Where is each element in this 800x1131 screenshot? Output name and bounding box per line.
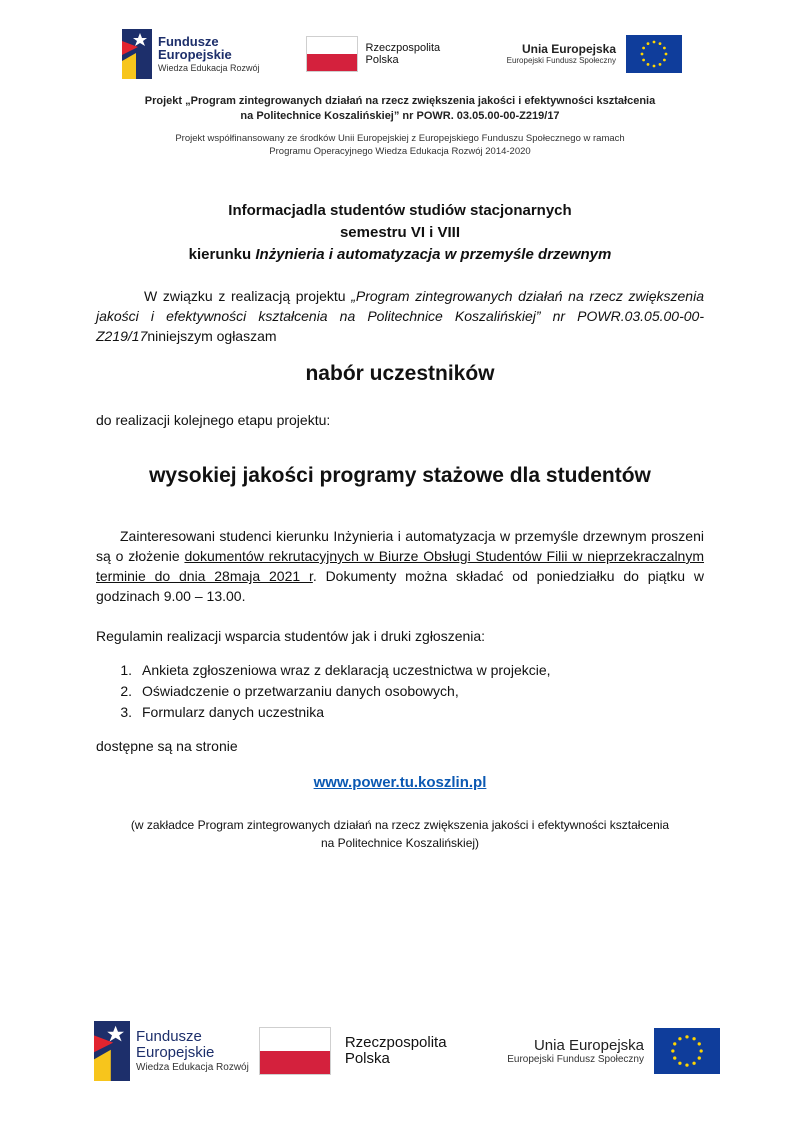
project-title-line1: Projekt „Program zintegrowanych działań na rzecz zwiększenia jakości i efektywności kształcenia xyxy=(144,95,656,107)
fundusze-europejskie-logo-footer xyxy=(94,1021,249,1081)
call-suffix: . Dokumenty można składać od poniedziałku do piątku w godzinach 9.00 – 13.00. xyxy=(96,568,705,604)
ue-title-footer: Unia Europejska xyxy=(533,1036,644,1054)
unia-europejska-logo xyxy=(507,35,682,73)
call-deadline-underlined: dokumentów rekrutacyjnych w Biurze Obsługi Studentów Filii w nieprzekraczalnym terminie do dnia 28maja 2021 r xyxy=(96,548,705,584)
rp-line1-footer: Rzeczpospolita xyxy=(344,1033,447,1051)
fe-subtitle-footer: Wiedza Edukacja Rozwój xyxy=(136,1061,249,1073)
project-title-line2: na Politechnice Koszalińskiej” nr POWR. 03.05.00-00-Z219/17 xyxy=(240,110,560,122)
recruitment-heading: nabór uczestników xyxy=(305,362,495,385)
eu-flag-icon xyxy=(654,1028,720,1074)
heading-line2: semestru VI i VIII xyxy=(339,224,461,241)
rzeczpospolita-logo xyxy=(306,36,441,72)
note-line1: (w zakładce Program zintegrowanych działań na rzecz zwiększenia jakości i efektywności kształcenia xyxy=(130,818,670,832)
fe-title-line2: Europejskie xyxy=(158,47,232,63)
list-item-number: 3. xyxy=(120,704,132,720)
call-paragraph xyxy=(96,526,704,606)
list-item-text: Ankieta zgłoszeniowa wraz z deklaracją uczestnictwa w projekcie, xyxy=(142,662,551,678)
ue-subtitle: Europejski Fundusz Społeczny xyxy=(506,56,616,66)
tab-note xyxy=(80,816,720,852)
rp-line2-footer: Polska xyxy=(344,1050,390,1067)
available-text: dostępne są na stronie xyxy=(96,738,238,754)
stage-text: do realizacji kolejnego etapu projektu: xyxy=(96,412,331,428)
intro-paragraph xyxy=(96,286,704,346)
eu-flag-icon xyxy=(626,35,682,73)
ue-title: Unia Europejska xyxy=(521,41,616,56)
top-logo-bar xyxy=(122,26,682,82)
call-prefix: Zainteresowani studenci kierunku Inżynieria i automatyzacja w przemyśle drzewnym proszeni są o złożenie xyxy=(96,528,704,564)
intro-suffix: niniejszym ogłaszam xyxy=(147,328,277,344)
list-item xyxy=(96,660,704,681)
field-of-study: Inżynieria i automatyzacja w przemyśle drzewnym xyxy=(255,246,612,263)
website-link[interactable]: www.power.tu.koszlin.pl xyxy=(313,774,487,791)
heading-line1: Informacjadla studentów studiów stacjonarnych xyxy=(228,202,572,219)
list-item-number: 2. xyxy=(120,683,132,699)
fundusze-europejskie-mark-icon xyxy=(94,1021,130,1081)
bottom-logo-bar xyxy=(94,1020,720,1082)
note-line2: na Politechnice Koszalińskiej) xyxy=(320,836,480,850)
list-item-text: Oświadczenie o przetwarzaniu danych osobowych, xyxy=(142,683,459,699)
project-sub-line2: Programu Operacyjnego Wiedza Edukacja Rozwój 2014-2020 xyxy=(269,146,531,157)
list-item xyxy=(96,681,704,702)
list-item-number: 1. xyxy=(120,662,132,678)
regulations-text: Regulamin realizacji wsparcia studentów jak i druki zgłoszenia: xyxy=(96,628,486,644)
polish-flag-icon xyxy=(259,1027,331,1075)
fe-subtitle: Wiedza Edukacja Rozwój xyxy=(158,62,260,73)
information-heading xyxy=(96,200,704,266)
rp-line2: Polska xyxy=(365,54,399,66)
project-sub-line1: Projekt współfinansowany ze środków Unii Europejskiej z Europejskiego Funduszu Społecznego w ramach xyxy=(175,133,625,144)
project-cofinancing-note xyxy=(60,132,740,158)
project-name-italic: „Program zintegrowanych działań na rzecz zwiększenia jakości i efektywności kształcenia na Politechnice Koszalińskiej” nr POWR.03.05.00-00-Z219/17 xyxy=(96,288,704,344)
rp-line1: Rzeczpospolita xyxy=(365,41,441,54)
fe-title-line1-footer: Fundusze xyxy=(136,1028,202,1045)
unia-europejska-logo-footer xyxy=(507,1028,720,1074)
fe-title-line2-footer: Europejskie xyxy=(136,1043,215,1061)
fe-title-line1: Fundusze xyxy=(158,33,219,49)
list-item xyxy=(96,702,704,723)
polish-flag-icon xyxy=(306,36,358,72)
intro-prefix: W związku z realizacją projektu xyxy=(144,288,352,304)
fundusze-europejskie-mark-icon xyxy=(122,29,152,79)
project-title xyxy=(60,94,740,124)
list-item-text: Formularz danych uczestnika xyxy=(142,704,325,720)
rzeczpospolita-logo-footer xyxy=(259,1027,447,1075)
documents-list xyxy=(96,660,704,723)
ue-subtitle-footer: Europejski Fundusz Społeczny xyxy=(507,1053,644,1065)
heading-line3 xyxy=(96,244,704,266)
heading-line3-prefix: kierunku xyxy=(188,246,256,263)
program-heading: wysokiej jakości programy stażowe dla studentów xyxy=(149,464,651,487)
fundusze-europejskie-logo xyxy=(122,29,260,79)
